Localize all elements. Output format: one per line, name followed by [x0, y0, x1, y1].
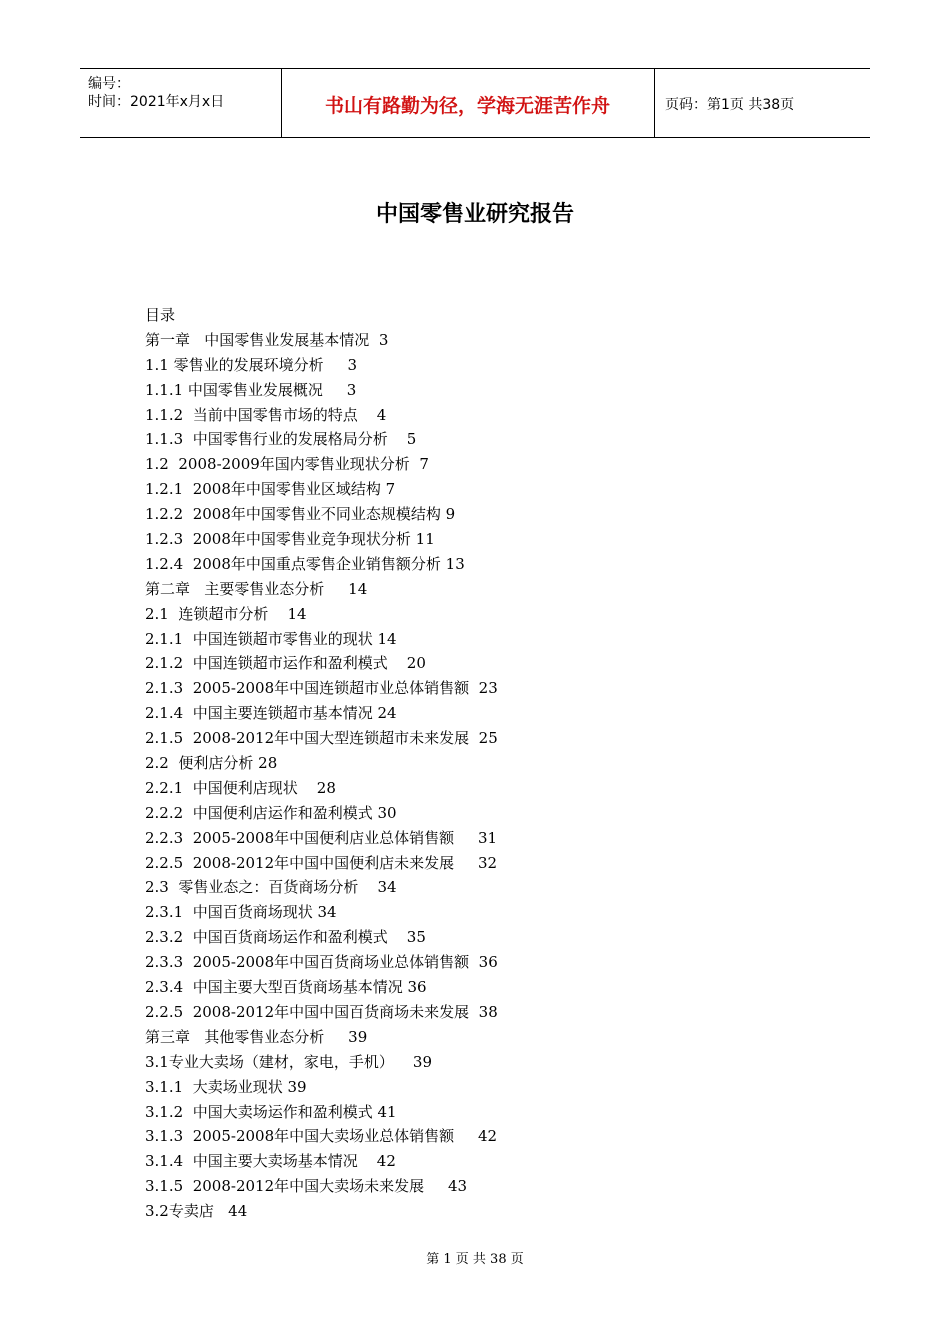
toc-entry: 2.1.3 2005-2008年中国连锁超市业总体销售额 23 [145, 679, 498, 698]
number-label: 编号： [88, 76, 130, 92]
toc-entry: 2.1 连锁超市分析 14 [145, 604, 307, 623]
toc-entry: 第三章 其他零售业态分析 39 [145, 1027, 368, 1046]
toc-entry: 3.1.3 2005-2008年中国大卖场业总体销售额 42 [145, 1127, 498, 1146]
toc-entry: 2.2.5 2008-2012年中国中国便利店未来发展 32 [145, 853, 498, 872]
toc-entry: 2.2.1 中国便利店现状 28 [145, 778, 336, 797]
toc-entry: 2.1.2 中国连锁超市运作和盈利模式 20 [145, 654, 426, 673]
date-label: 时间：2021年x月x日 [88, 94, 225, 110]
toc-entry: 2.3.1 中国百货商场现状 34 [145, 903, 337, 922]
toc-entry: 2.1.5 2008-2012年中国大型连锁超市未来发展 25 [145, 729, 498, 748]
header-info-cell [80, 69, 282, 137]
toc-entry: 1.1.3 中国零售行业的发展格局分析 5 [145, 430, 417, 449]
toc-entry: 3.1专业大卖场（建材，家电，手机） 39 [145, 1052, 433, 1071]
toc-entry: 1.1 零售业的发展环境分析 3 [145, 355, 358, 374]
header-page-cell [655, 69, 870, 137]
toc-entry: 1.2 2008-2009年国内零售业现状分析 7 [145, 455, 429, 474]
toc-entry: 2.1.4 中国主要连锁超市基本情况 24 [145, 704, 397, 723]
toc-entry: 1.2.3 2008年中国零售业竞争现状分析 11 [145, 530, 435, 549]
toc-entry: 2.3.4 中国主要大型百货商场基本情况 36 [145, 978, 427, 997]
page-footer: 第 1 页 共 38 页 [426, 1252, 524, 1267]
toc-entry: 2.3 零售业态之：百货商场分析 34 [145, 878, 397, 897]
toc-entry: 2.3.3 2005-2008年中国百货商场业总体销售额 36 [145, 953, 498, 972]
toc-entry: 1.1.1 中国零售业发展概况 3 [145, 380, 357, 399]
toc-entry: 3.1.5 2008-2012年中国大卖场未来发展 43 [145, 1177, 468, 1196]
toc-entry: 1.2.4 2008年中国重点零售企业销售额分析 13 [145, 554, 465, 573]
toc-entry: 2.2.2 中国便利店运作和盈利模式 30 [145, 803, 397, 822]
toc-heading: 目录 [145, 306, 176, 324]
toc-entry: 3.2专卖店 44 [145, 1202, 248, 1221]
toc-entry: 1.2.2 2008年中国零售业不同业态规模结构 9 [145, 505, 456, 524]
toc-entry: 3.1.4 中国主要大卖场基本情况 42 [145, 1152, 396, 1171]
toc-entry: 2.2.5 2008-2012年中国中国百货商场未来发展 38 [145, 1002, 498, 1021]
toc-entry: 2.3.2 中国百货商场运作和盈利模式 35 [145, 928, 426, 947]
table-of-contents [145, 303, 498, 1224]
toc-entry: 2.2.3 2005-2008年中国便利店业总体销售额 31 [145, 828, 498, 847]
document-title: 中国零售业研究报告 [375, 202, 574, 227]
toc-entry: 2.1.1 中国连锁超市零售业的现状 14 [145, 629, 397, 648]
toc-entry: 第二章 主要零售业态分析 14 [145, 579, 368, 598]
motto: 书山有路勤为径，学海无涯苦作舟 [324, 95, 610, 117]
toc-entry: 第一章 中国零售业发展基本情况 3 [145, 330, 389, 349]
toc-entry: 3.1.1 大卖场业现状 39 [145, 1077, 307, 1096]
page-header [80, 68, 870, 138]
header-motto-cell [281, 69, 655, 137]
page-number-label: 页码：第1页 共38页 [665, 97, 795, 113]
toc-entry: 3.1.2 中国大卖场运作和盈利模式 41 [145, 1102, 397, 1121]
toc-entry: 1.2.1 2008年中国零售业区域结构 7 [145, 480, 396, 499]
toc-entry: 2.2 便利店分析 28 [145, 754, 278, 773]
toc-entry: 1.1.2 当前中国零售市场的特点 4 [145, 405, 387, 424]
